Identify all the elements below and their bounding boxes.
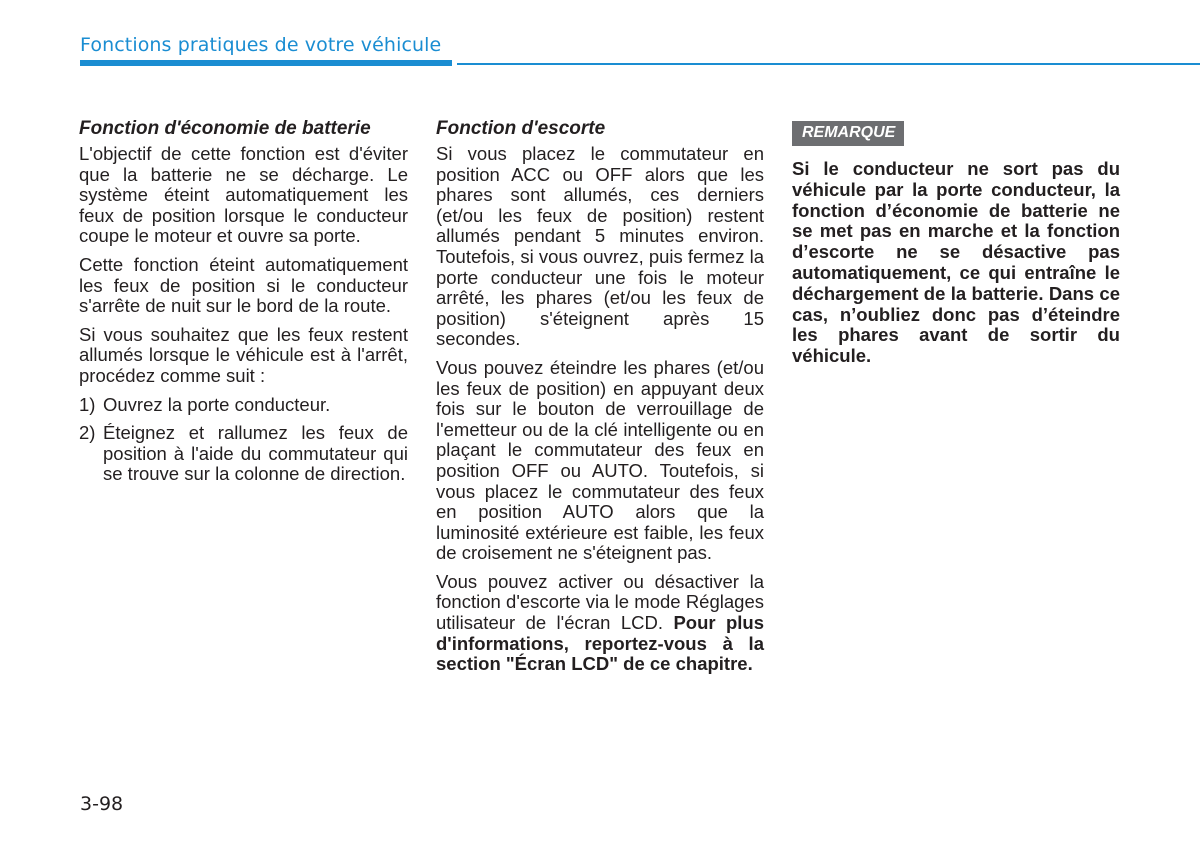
battery-saver-paragraph-3: Si vous souhaitez que les feux restent allumés lorsque le véhicule est à l'arrêt, procédez comme suit :: [79, 323, 408, 386]
section-header-title: Fonctions pratiques de votre véhicule: [80, 34, 442, 56]
header-rule-thin: [457, 63, 1200, 65]
note-badge: REMARQUE: [792, 121, 904, 146]
battery-saver-heading: Fonction d'économie de batterie: [79, 118, 371, 139]
escort-paragraph-1: Si vous placez le commutateur en position ACC ou OFF alors que les phares sont allumés, ces derniers (et/ou les feux de position) restent allumés pendant 5 minutes environ. Toutefois, si vous ouvrez, puis fermez la porte conducteur une fois le moteur arrêté, les phares (et/ou les feux de position) s'éteignent après 15 secondes.: [436, 143, 765, 350]
page-number: 3-98: [80, 793, 124, 815]
note-text: Si le conducteur ne sort pas du véhicule par la porte conducteur, la fonction d’économie de batterie ne se met pas en marche et la fonction d’escorte ne se désactive pas automatiquement, ce qui entraîne le déchargement de la batterie. Dans ce cas, n’oubliez donc pas d’éteindre les phares avant de sortir du véhicule.: [792, 158, 1120, 367]
escort-paragraph-3: [436, 572, 764, 675]
escort-paragraph-3-text: Vous pouvez activer ou désactiver la fonction d'escorte via le mode Réglages utilisateur de l'écran LCD.: [436, 570, 764, 634]
column-escort-function: [436, 118, 764, 683]
escort-paragraph-2: Vous pouvez éteindre les phares (et/ou les feux de position) en appuyant deux fois sur le bouton de verrouillage de l'emetteur ou de la clé intelligente ou en plaçant le commutateur des feux en position OFF ou AUTO. Toutefois, si vous placez le commutateur des feux en position AUTO alors que la luminosité extérieure est faible, les feux de croisement ne s'éteignent pas.: [436, 356, 764, 564]
list-item: [79, 423, 408, 485]
list-item-number: 1): [79, 393, 96, 415]
column-battery-saver: [79, 118, 408, 493]
battery-saver-paragraph-2: Cette fonction éteint automatiquement les feux de position si le conducteur s'arrête de nuit sur le bord de la route.: [79, 253, 408, 317]
escort-paragraph-3-reference: Pour plus d'informations, reportez-vous à la section "Écran LCD" de ce chapitre.: [436, 612, 765, 675]
escort-function-heading: Fonction d'escorte: [436, 118, 606, 139]
list-item-text: Ouvrez la porte conducteur.: [103, 393, 331, 415]
list-item: [79, 395, 408, 416]
header-rule-thick: [80, 60, 452, 66]
list-item-text: Éteignez et rallumez les feux de position à l'aide du commutateur qui se trouve sur la colonne de direction.: [103, 422, 408, 485]
battery-saver-paragraph-1: L'objectif de cette fonction est d'éviter que la batterie ne se décharge. Le système éteint automatiquement les feux de position lorsque le conducteur coupe le moteur et ouvre sa porte.: [79, 143, 408, 247]
list-item-number: 2): [79, 422, 96, 444]
column-note: [792, 121, 1120, 367]
